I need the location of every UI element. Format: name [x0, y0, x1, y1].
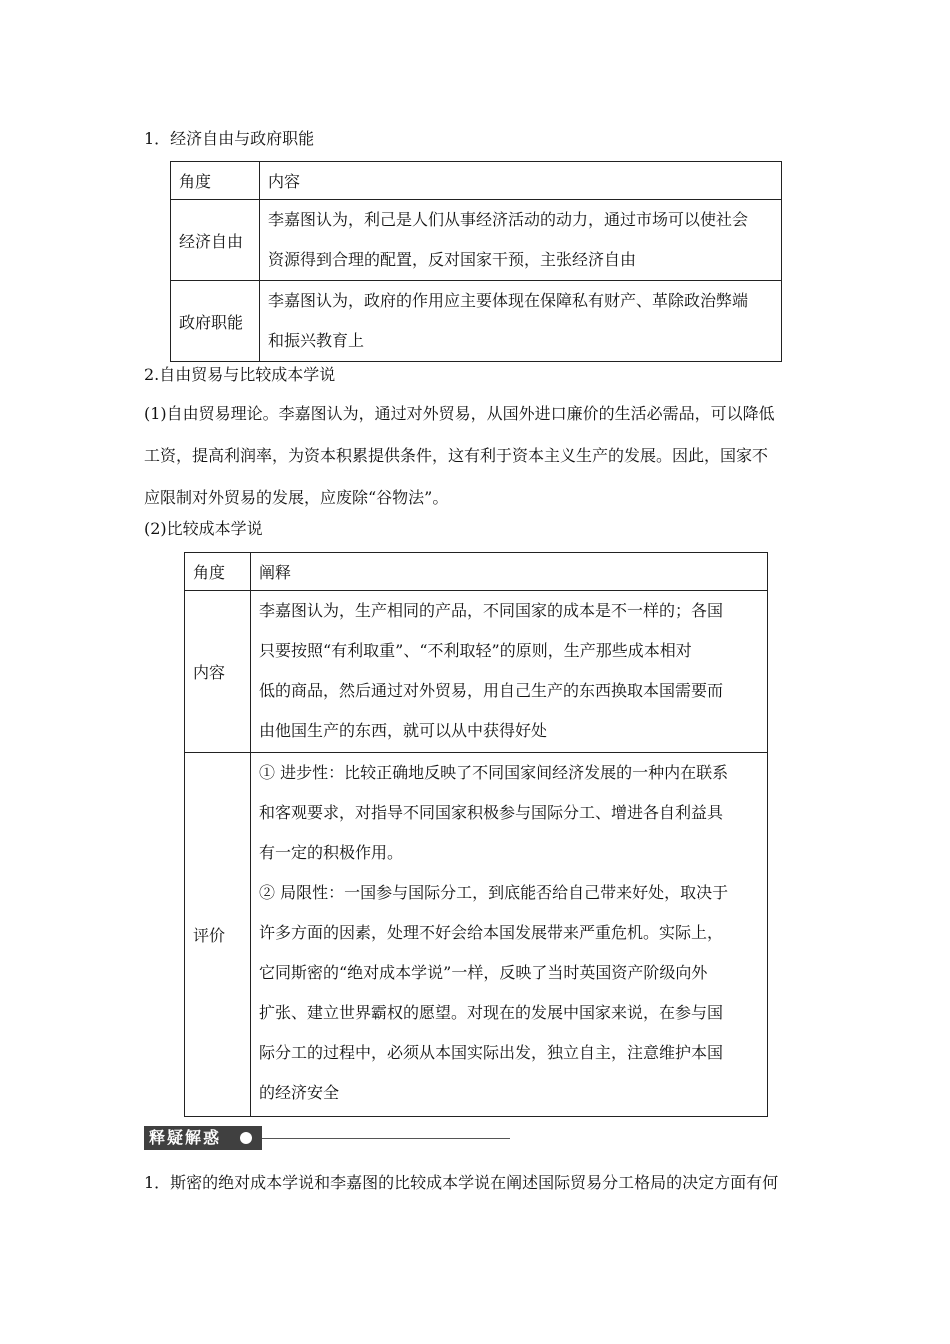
table-economic-freedom [170, 161, 782, 362]
row-label: 经济自由 [171, 200, 260, 281]
comparative-cost-heading: (2)比较成本学说 [144, 519, 263, 538]
row-content: 李嘉图认为，生产相同的产品，不同国家的成本是不一样的；各国 只要按照“有利取重”、“不利取轻”的原则，生产那些成本相对 低的商品，然后通过对外贸易，用自己生产的东西换取本国需要而 由他国生产的东西，就可以从中获得好处 [251, 591, 768, 753]
row-label: 内容 [185, 591, 251, 753]
row-label: 评价 [185, 753, 251, 1117]
section1-heading: 1．经济自由与政府职能 [144, 129, 315, 148]
table-header-row [185, 553, 768, 591]
banner-rule [262, 1138, 510, 1139]
banner-dot-icon [240, 1132, 252, 1144]
table-header-cell: 内容 [260, 162, 782, 200]
row-content: 李嘉图认为，利己是人们从事经济活动的动力，通过市场可以使社会 资源得到合理的配置，反对国家干预，主张经济自由 [260, 200, 782, 281]
table-comparative-cost [184, 552, 768, 1117]
table-header-cell: 阐释 [251, 553, 768, 591]
table-header-cell: 角度 [171, 162, 260, 200]
section-banner: 释疑解惑 [144, 1126, 262, 1150]
section2-heading: 2.自由贸易与比较成本学说 [144, 365, 336, 384]
free-trade-paragraph: (1)自由贸易理论。李嘉图认为，通过对外贸易，从国外进口廉价的生活必需品，可以降低 工资，提高利润率，为资本积累提供条件，这有利于资本主义生产的发展。因此，国家不 应限制对外贸易的发展，应废除“谷物法”。 [144, 404, 775, 507]
table-row [171, 200, 782, 281]
table-row [185, 591, 768, 753]
table-row [185, 753, 768, 1117]
table-header-cell: 角度 [185, 553, 251, 591]
row-content: 李嘉图认为，政府的作用应主要体现在保障私有财产、革除政治弊端 和振兴教育上 [260, 281, 782, 362]
question-1: 1．斯密的绝对成本学说和李嘉图的比较成本学说在阐述国际贸易分工格局的决定方面有何 [144, 1173, 779, 1192]
row-label: 政府职能 [171, 281, 260, 362]
row-content: ① 进步性：比较正确地反映了不同国家间经济发展的一种内在联系 和客观要求，对指导不同国家积极参与国际分工、增进各自利益具 有一定的积极作用。 ② 局限性：一国参与国际分工，到底能否给自己带来好处，取决于 许多方面的因素，处理不好会给本国发展带来严重危机。实际上， 它同斯密的“绝对成本学说”一样，反映了当时英国资产阶级向外 扩张、建立世界霸权的愿望。对现在的发展中国家来说，在参与国 际分工的过程中，必须从本国实际出发，独立自主，注意维护本国 的经济安全 [251, 753, 768, 1117]
table-header-row [171, 162, 782, 200]
table-row [171, 281, 782, 362]
